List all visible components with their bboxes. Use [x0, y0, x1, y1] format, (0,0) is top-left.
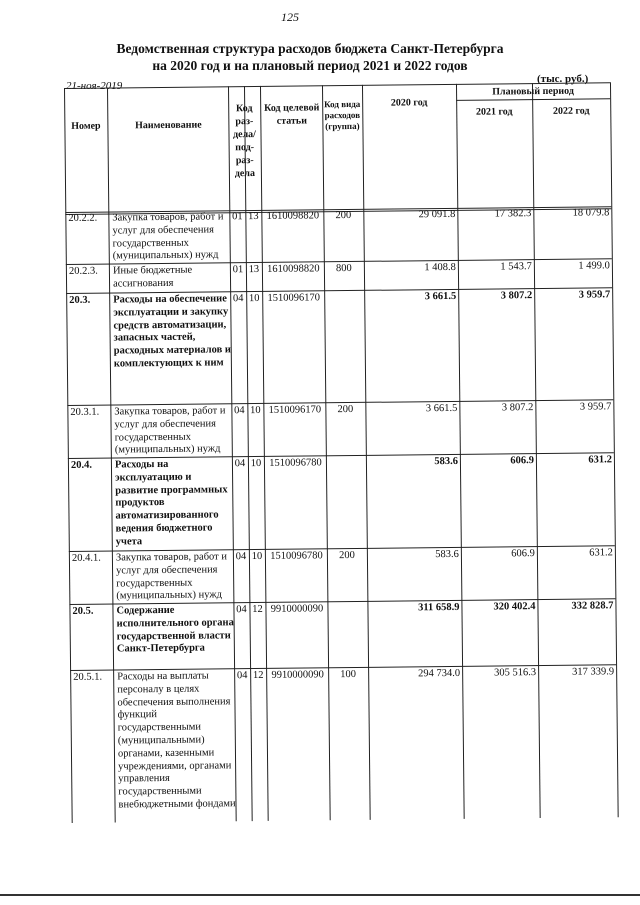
cell-prz: 13 [248, 263, 260, 276]
cell-y2021: 305 516.3 [494, 667, 537, 679]
cell-y2020: 3 661.5 [425, 402, 458, 415]
cell-vr: 200 [338, 549, 355, 562]
cell-name: Иные бюджетные ассигнования [112, 264, 193, 290]
cell-rz: 04 [236, 604, 247, 616]
units-label: (тыс. руб.) [537, 73, 589, 85]
cell-csr: 1510096170 [268, 404, 322, 416]
cell-vr: 800 [335, 262, 352, 275]
cell-rz: 04 [236, 670, 248, 682]
cell-y2021: 3 807.2 [500, 290, 533, 302]
cell-y2022: 317 339.9 [572, 666, 615, 678]
cell-csr: 1610098820 [267, 263, 320, 275]
cell-num: 20.4. [70, 459, 93, 471]
cell-prz: 10 [250, 457, 262, 470]
cell-prz: 12 [252, 669, 264, 682]
cell-csr: 9910000090 [271, 669, 324, 681]
title-line-1: Ведомственная структура расходов бюджета Санкт-Петербурга [116, 41, 504, 56]
cell-y2022: 3 959.7 [578, 289, 611, 301]
cell-name: Расходы на обеспечение эксплуатации и закупку средств автоматизации, запасных частей, расходных материалов и комплектующих к ним [113, 293, 231, 370]
header-vr: Код вида расходов (группа) [324, 98, 361, 132]
cell-rz: 04 [235, 551, 247, 563]
header-name: Наименование [134, 119, 202, 132]
cell-y2022: 18 079.8 [572, 207, 610, 219]
header-csr: Код целевой статьи [263, 102, 320, 127]
cell-num: 20.3. [69, 294, 91, 306]
cell-y2021: 1 543.7 [500, 261, 532, 273]
cell-y2020: 294 734.0 [418, 667, 461, 680]
cell-y2022: 1 499.0 [578, 260, 610, 272]
cell-csr: 1610098820 [266, 210, 320, 222]
cell-prz: 13 [248, 210, 259, 223]
header-2021: 2021 год [475, 106, 513, 118]
page-number: 125 [281, 10, 299, 24]
cell-y2022: 3 959.7 [579, 401, 612, 413]
cell-name: Закупка товаров, работ и услуг для обеспечения государственных (муниципальных) нужд [114, 405, 226, 456]
header-num: Номер [71, 120, 101, 132]
cell-name: Закупка товаров, работ и услуг для обеспечения государственных (муниципальных) нужд [115, 551, 228, 602]
title-line-2: на 2020 год и на плановый период 2021 и 2022 годов [152, 58, 468, 73]
cell-rz: 04 [232, 293, 244, 305]
cell-num: 20.3.1. [70, 406, 100, 418]
cell-prz: 10 [250, 404, 261, 417]
cell-num: 20.4.1. [71, 552, 101, 564]
cell-y2022: 631.2 [589, 547, 613, 559]
cell-y2022: 332 828.7 [571, 600, 614, 612]
cell-num: 20.5.1. [73, 671, 103, 683]
cell-prz: 10 [251, 550, 263, 563]
cell-name: Расходы на эксплуатацию и развитие программных продуктов автоматизированного ведения бюджетного учета [114, 458, 228, 548]
cell-y2020: 29 091.8 [418, 208, 456, 221]
cell-num: 20.5. [72, 605, 94, 617]
cell-csr: 1510096780 [269, 457, 322, 469]
cell-csr: 1510096780 [270, 550, 323, 562]
cell-y2022: 631.2 [588, 454, 612, 466]
cell-num: 20.2.3. [68, 265, 98, 277]
cell-y2020: 583.6 [435, 548, 459, 561]
cell-y2020: 1 408.8 [424, 261, 456, 274]
cell-y2020: 583.6 [434, 455, 458, 468]
cell-name: Содержание исполнительного органа государственной власти Санкт-Петербурга [116, 604, 234, 655]
header-2022: 2022 год [552, 105, 590, 117]
header-razdel: Код раз- дела/ под- раз- дела [232, 103, 256, 180]
cell-y2021: 17 382.3 [494, 208, 532, 220]
cell-csr: 1510096170 [267, 292, 321, 304]
cell-y2021: 320 402.4 [493, 601, 536, 613]
cell-y2021: 606.9 [510, 455, 534, 467]
cell-name: Расходы на выплаты персоналу в целях обеспечения выполнения функций государственными (муниципальными) органами, казенными учреждениями, органами управления государственными внебюджетными фондами [117, 670, 236, 811]
cell-name: Закупка товаров, работ и услуг для обеспечения государственных (муниципальных) нужд [112, 211, 224, 262]
cell-y2020: 311 658.9 [417, 601, 460, 614]
header-plan-period: Плановый период [492, 85, 574, 98]
cell-y2021: 606.9 [511, 548, 535, 560]
cell-rz: 04 [234, 405, 245, 417]
bottom-rule [0, 894, 640, 896]
document-date: 21-ноя-2019 [66, 80, 123, 92]
cell-num: 20.2.2. [68, 212, 98, 224]
cell-vr: 100 [340, 668, 357, 681]
cell-vr: 200 [335, 209, 352, 222]
budget-table [64, 82, 618, 823]
cell-y2021: 3 807.2 [501, 402, 534, 414]
cell-rz: 04 [234, 458, 246, 470]
cell-vr: 200 [337, 403, 354, 416]
document-title [20, 40, 600, 74]
cell-prz: 10 [248, 292, 260, 305]
cell-rz: 01 [232, 211, 243, 223]
cell-prz: 12 [252, 603, 263, 616]
cell-rz: 01 [232, 264, 244, 276]
header-2020: 2020 год [390, 97, 428, 109]
cell-csr: 9910000090 [270, 603, 324, 615]
cell-y2020: 3 661.5 [424, 290, 457, 303]
